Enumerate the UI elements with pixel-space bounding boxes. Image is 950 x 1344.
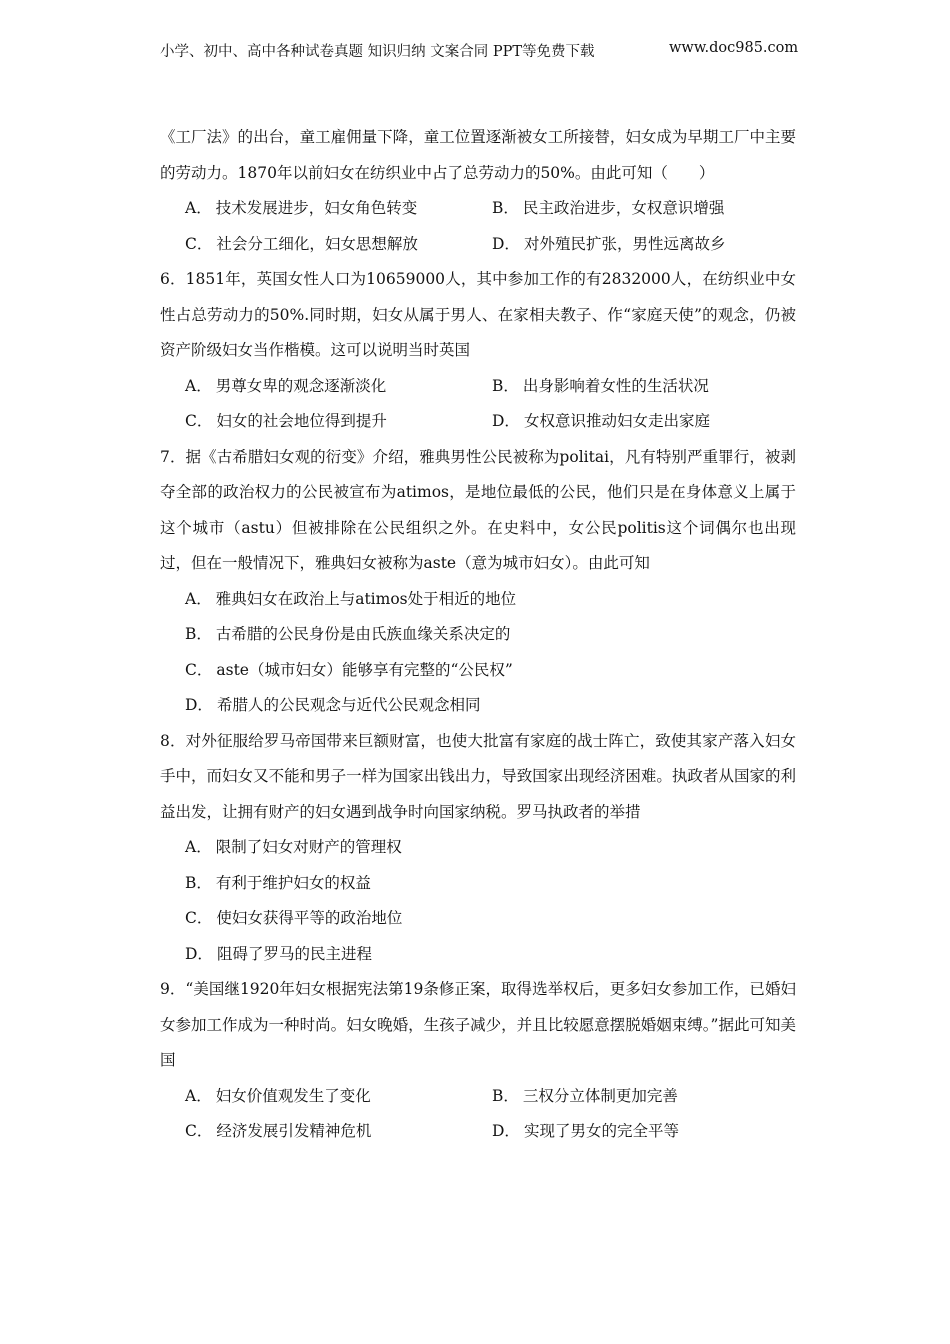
question-7 bbox=[160, 440, 796, 724]
page-header bbox=[160, 40, 800, 61]
question-6-option-d[interactable]: D． 女权意识推动妇女走出家庭 bbox=[492, 412, 710, 430]
question-5-stem: 《工厂法》的出台，童工雇佣量下降，童工位置逐渐被女工所接替，妇女成为早期工厂中主要的劳动力。1870年以前妇女在纺织业中占了总劳动力的50%。由此可知（ ） bbox=[160, 128, 796, 182]
question-9-option-d[interactable]: D． 实现了男女的完全平等 bbox=[492, 1122, 679, 1140]
question-7-option-a[interactable]: A． 雅典妇女在政治上与atimos处于相近的地位 bbox=[185, 589, 517, 608]
question-8-number: 8． bbox=[160, 731, 186, 750]
question-6 bbox=[160, 262, 796, 440]
question-5-option-b[interactable]: B． 民主政治进步，女权意识增强 bbox=[492, 199, 725, 217]
header-promo-text: 小学、初中、高中各种试卷真题 知识归纳 文案合同 PPT等免费下载 bbox=[160, 44, 595, 60]
question-7-option-d[interactable]: D． 希腊人的公民观念与近代公民观念相同 bbox=[185, 696, 481, 714]
question-5-options bbox=[160, 191, 796, 262]
question-6-stem: 6．1851年，英国女性人口为10659000人，其中参加工作的有2832000人，在纺织业中女性占总劳动力的50%.同时期，妇女从属于男人、在家相夫教子、作“家庭天使”的观念，仍被资产阶级妇女当作楷模。这可以说明当时英国 bbox=[160, 270, 796, 359]
question-8-option-c[interactable]: C． 使妇女获得平等的政治地位 bbox=[185, 909, 403, 927]
question-6-option-a[interactable]: A． 男尊女卑的观念逐渐淡化 bbox=[185, 376, 387, 395]
question-6-option-b[interactable]: B． 出身影响着女性的生活状况 bbox=[492, 376, 709, 395]
question-6-option-c[interactable]: C． 妇女的社会地位得到提升 bbox=[185, 412, 387, 430]
question-9-number: 9． bbox=[160, 980, 186, 998]
question-8-options bbox=[160, 830, 796, 972]
question-7-number: 7． bbox=[160, 447, 186, 466]
question-5 bbox=[160, 120, 796, 262]
question-9-options bbox=[160, 1079, 796, 1150]
question-8-stem: 8．对外征服给罗马帝国带来巨额财富，也使大批富有家庭的战士阵亡，致使其家产落入妇女手中，而妇女又不能和男子一样为国家出钱出力，导致国家出现经济困难。执政者从国家的利益出发，让拥有财产的妇女遇到战争时向国家纳税。罗马执政者的举措 bbox=[160, 731, 796, 821]
question-8 bbox=[160, 724, 796, 973]
header-site-url: www.doc985.com bbox=[669, 40, 799, 56]
question-9-option-a[interactable]: A． 妇女价值观发生了变化 bbox=[185, 1086, 371, 1105]
question-5-option-d[interactable]: D． 对外殖民扩张，男性远离故乡 bbox=[492, 234, 726, 253]
question-9-option-b[interactable]: B． 三权分立体制更加完善 bbox=[492, 1086, 678, 1105]
question-6-number: 6． bbox=[160, 270, 186, 288]
question-8-option-d[interactable]: D． 阻碍了罗马的民主进程 bbox=[185, 944, 372, 963]
question-9-stem: 9．“美国继1920年妇女根据宪法第19条修正案，取得选举权后，更多妇女参加工作，已婚妇女参加工作成为一种时尚。妇女晚婚，生孩子减少，并且比较愿意摆脱婚姻束缚。”据此可知美国 bbox=[160, 980, 796, 1069]
question-7-stem: 7．据《古希腊妇女观的衍变》介绍，雅典男性公民被称为politai，凡有特别严重罪行，被剥夺全部的政治权力的公民被宣布为atimos，是地位最低的公民，他们只是在身体意义上属于这个城市（astu）但被排除在公民组织之外。在史料中，女公民politis这个词偶尔也出现过，但在一般情况下，雅典妇女被称为aste（意为城市妇女）。由此可知 bbox=[160, 447, 796, 572]
question-9-option-c[interactable]: C． 经济发展引发精神危机 bbox=[185, 1122, 372, 1140]
question-8-option-a[interactable]: A． 限制了妇女对财产的管理权 bbox=[185, 838, 402, 856]
question-9 bbox=[160, 972, 796, 1150]
question-7-option-c[interactable]: C． aste（城市妇女）能够享有完整的“公民权” bbox=[185, 660, 513, 679]
question-8-option-b[interactable]: B． 有利于维护妇女的权益 bbox=[185, 873, 371, 892]
question-5-option-c[interactable]: C． 社会分工细化，妇女思想解放 bbox=[185, 234, 418, 253]
question-5-option-a[interactable]: A． 技术发展进步，妇女角色转变 bbox=[185, 199, 418, 217]
question-6-options bbox=[160, 369, 796, 440]
exam-content bbox=[160, 120, 796, 1150]
question-7-option-b[interactable]: B． 古希腊的公民身份是由氏族血缘关系决定的 bbox=[185, 625, 511, 643]
question-7-options bbox=[160, 582, 796, 724]
